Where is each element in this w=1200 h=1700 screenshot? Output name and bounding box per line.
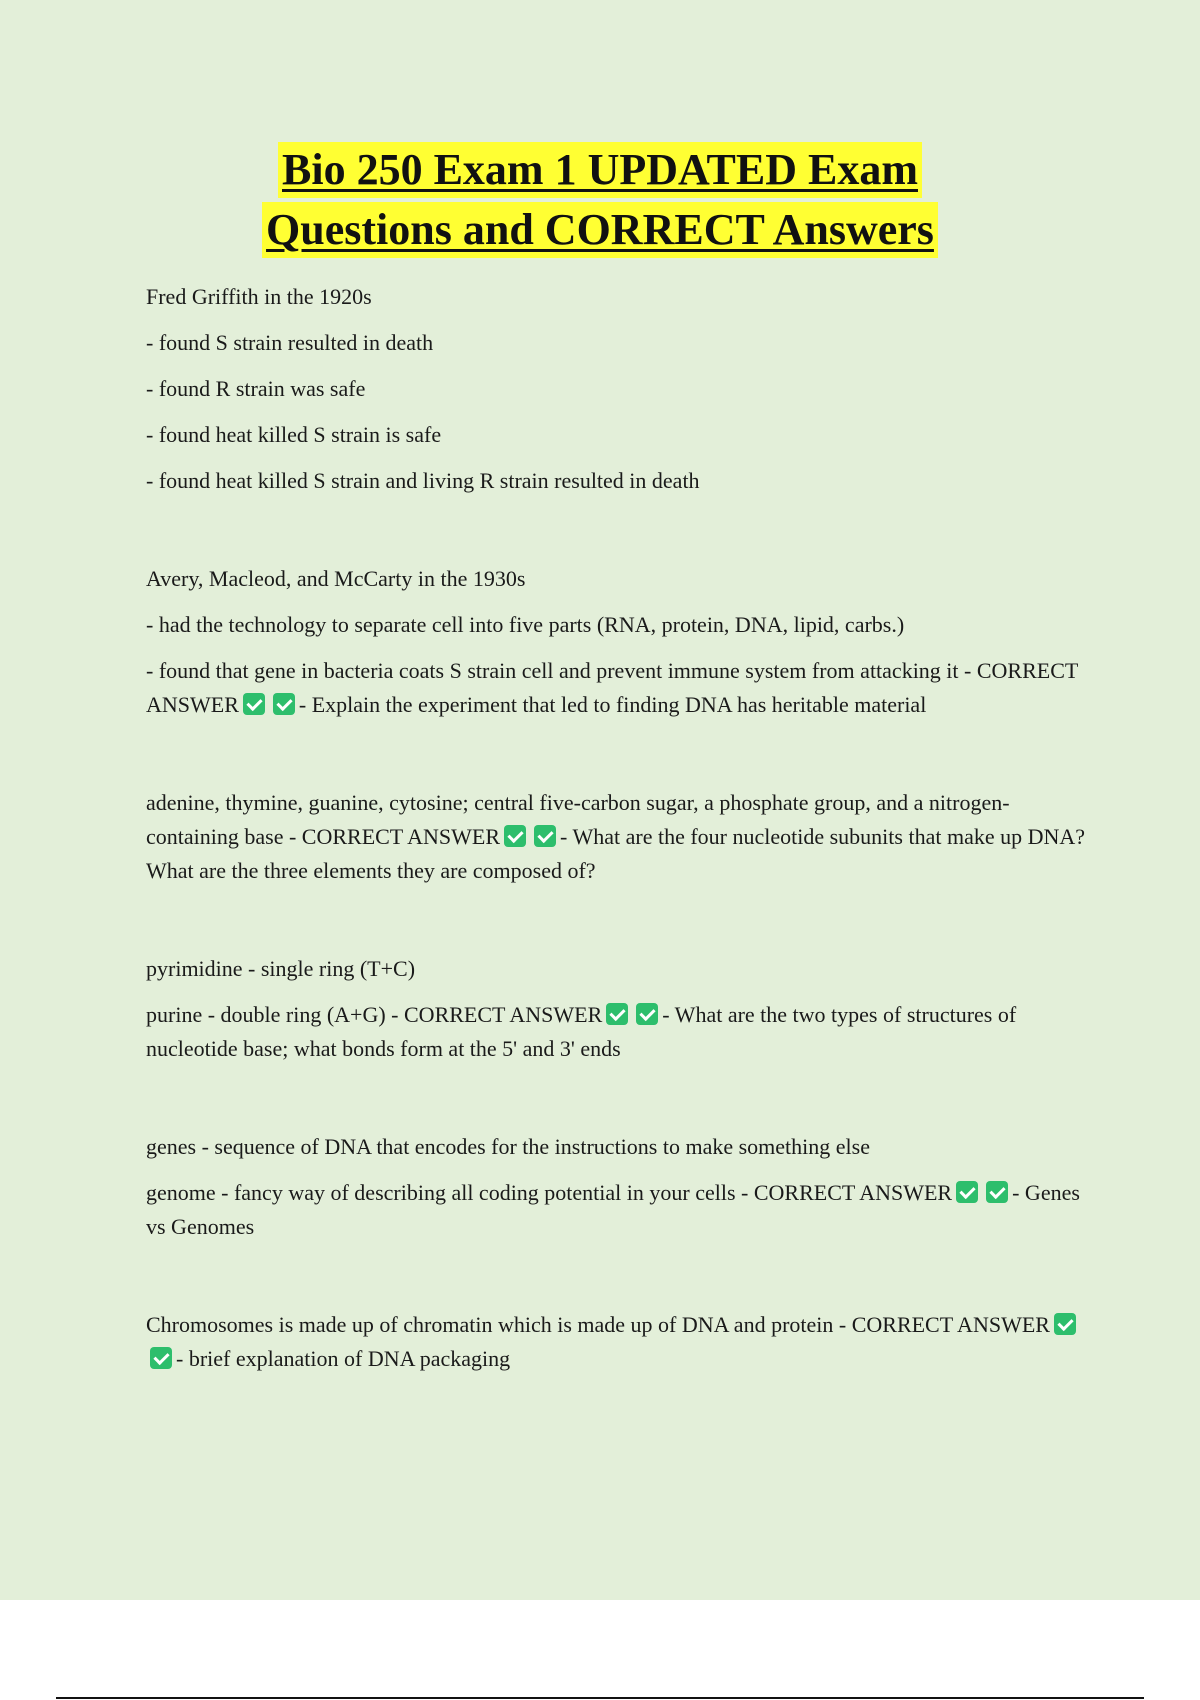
answer-line bbox=[146, 786, 1086, 888]
check-box-icon bbox=[150, 1347, 172, 1369]
question-text: - Genes vs Genomes bbox=[146, 1180, 1080, 1239]
text-line: - found S strain resulted in death bbox=[146, 330, 434, 355]
answer-text: purine - double ring (A+G) - CORRECT ANSWER bbox=[146, 1002, 603, 1027]
answer-text: Chromosomes is made up of chromatin which is made up of DNA and protein - CORRECT ANSWER bbox=[146, 1312, 1050, 1337]
qa-block bbox=[146, 280, 1086, 498]
check-box-icon bbox=[986, 1181, 1008, 1203]
question-text: - What are the four nucleotide subunits that make up DNA? What are the three elements they are composed of? bbox=[146, 824, 1086, 883]
text-line: - found R strain was safe bbox=[146, 376, 366, 401]
answer-text: genome - fancy way of describing all coding potential in your cells - CORRECT ANSWER bbox=[146, 1180, 953, 1205]
answer-line bbox=[146, 654, 1086, 722]
text-line: Avery, Macleod, and McCarty in the 1930s bbox=[146, 566, 526, 591]
check-box-icon bbox=[273, 693, 295, 715]
text-line: - found heat killed S strain and living R strain resulted in death bbox=[146, 468, 700, 493]
check-box-icon bbox=[534, 825, 556, 847]
answer-line bbox=[146, 1308, 1086, 1376]
page-divider bbox=[56, 1697, 1144, 1699]
qa-content bbox=[146, 280, 1086, 1388]
answer-text: - found that gene in bacteria coats S strain cell and prevent immune system from attacking it - CORRECT ANSWER bbox=[146, 658, 1078, 717]
question-text: - What are the two types of structures of nucleotide base; what bonds form at the 5' and 3' ends bbox=[146, 1002, 1017, 1061]
title-line-1: Bio 250 Exam 1 UPDATED Exam bbox=[278, 142, 922, 198]
check-box-icon bbox=[504, 825, 526, 847]
qa-block bbox=[146, 786, 1086, 888]
check-box-icon bbox=[956, 1181, 978, 1203]
check-box-icon bbox=[243, 693, 265, 715]
qa-block bbox=[146, 952, 1086, 1066]
check-box-icon bbox=[636, 1003, 658, 1025]
text-line: Fred Griffith in the 1920s bbox=[146, 284, 372, 309]
qa-block bbox=[146, 1130, 1086, 1244]
qa-block bbox=[146, 562, 1086, 722]
question-text: - brief explanation of DNA packaging bbox=[176, 1346, 511, 1371]
check-box-icon bbox=[606, 1003, 628, 1025]
check-box-icon bbox=[1054, 1313, 1076, 1335]
text-line: - had the technology to separate cell into five parts (RNA, protein, DNA, lipid, carbs.) bbox=[146, 612, 905, 637]
document-title bbox=[0, 142, 1200, 258]
answer-text: adenine, thymine, guanine, cytosine; central five-carbon sugar, a phosphate group, and a nitrogen-containing base - CORRECT ANSWER bbox=[146, 790, 1010, 849]
answer-line bbox=[146, 998, 1086, 1066]
qa-block bbox=[146, 1308, 1086, 1376]
text-line: - found heat killed S strain is safe bbox=[146, 422, 442, 447]
answer-line bbox=[146, 1176, 1086, 1244]
title-line-2: Questions and CORRECT Answers bbox=[262, 202, 938, 258]
text-line: genes - sequence of DNA that encodes for the instructions to make something else bbox=[146, 1134, 870, 1159]
question-text: - Explain the experiment that led to finding DNA has heritable material bbox=[298, 692, 927, 717]
text-line: pyrimidine - single ring (T+C) bbox=[146, 956, 416, 981]
